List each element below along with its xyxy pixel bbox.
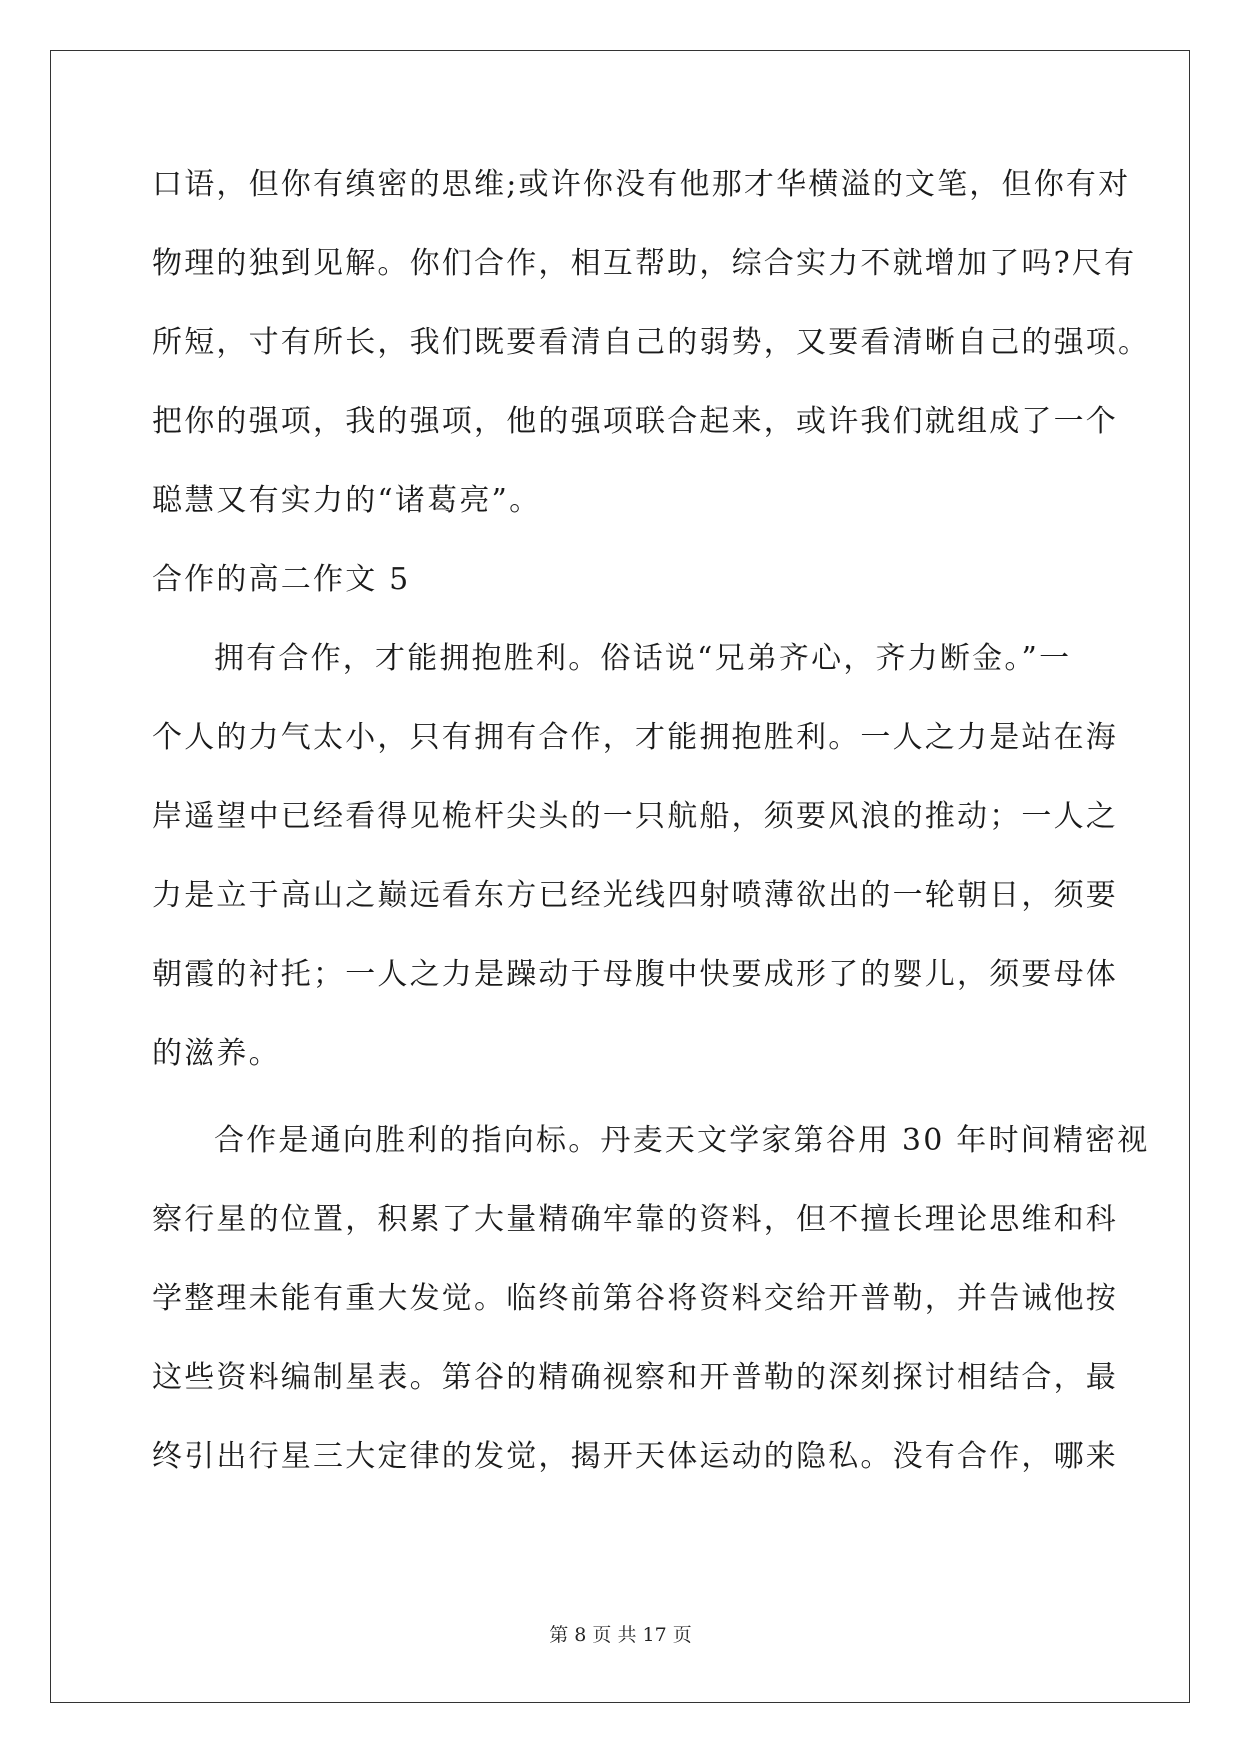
paragraph-line: 个人的力气太小，只有拥有合作，才能拥抱胜利。一人之力是站在海 [152,720,1118,755]
paragraph-line: 物理的独到见解。你们合作，相互帮助，综合实力不就增加了吗?尺有 [152,246,1137,281]
page-number-footer: 第 8 页 共 17 页 [549,1624,692,1646]
paragraph-line: 这些资料编制星表。第谷的精确视察和开普勒的深刻探讨相结合，最 [152,1360,1118,1395]
paragraph-line: 朝霞的衬托；一人之力是躁动于母腹中快要成形了的婴儿，须要母体 [152,957,1118,992]
paragraph-line: 口语，但你有缜密的思维;或许你没有他那才华横溢的文笔，但你有对 [152,167,1131,202]
paragraph-line: 的滋养。 [152,1036,281,1071]
paragraph-line: 把你的强项，我的强项，他的强项联合起来，或许我们就组成了一个 [152,404,1118,439]
paragraph-line: 终引出行星三大定律的发觉，揭开天体运动的隐私。没有合作，哪来 [152,1439,1118,1474]
paragraph-line: 拥有合作，才能拥抱胜利。俗话说“兄弟齐心，齐力断金。”一 [214,641,1072,676]
paragraph-line: 所短，寸有所长，我们既要看清自己的弱势，又要看清晰自己的强项。 [152,325,1151,360]
paragraph-line: 合作是通向胜利的指向标。丹麦天文学家第谷用 30 年时间精密视 [214,1123,1150,1158]
document-body [152,156,1151,1507]
section-heading: 合作的高二作文 5 [152,562,411,597]
paragraph-line: 学整理未能有重大发觉。临终前第谷将资料交给开普勒，并告诫他按 [152,1281,1118,1316]
paragraph-line: 力是立于高山之巅远看东方已经光线四射喷薄欲出的一轮朝日，须要 [152,878,1118,913]
paragraph-line: 岸遥望中已经看得见桅杆尖头的一只航船，须要风浪的推动；一人之 [152,799,1118,834]
paragraph-line: 察行星的位置，积累了大量精确牢靠的资料，但不擅长理论思维和科 [152,1202,1118,1237]
paragraph-line: 聪慧又有实力的“诸葛亮”。 [152,483,542,518]
